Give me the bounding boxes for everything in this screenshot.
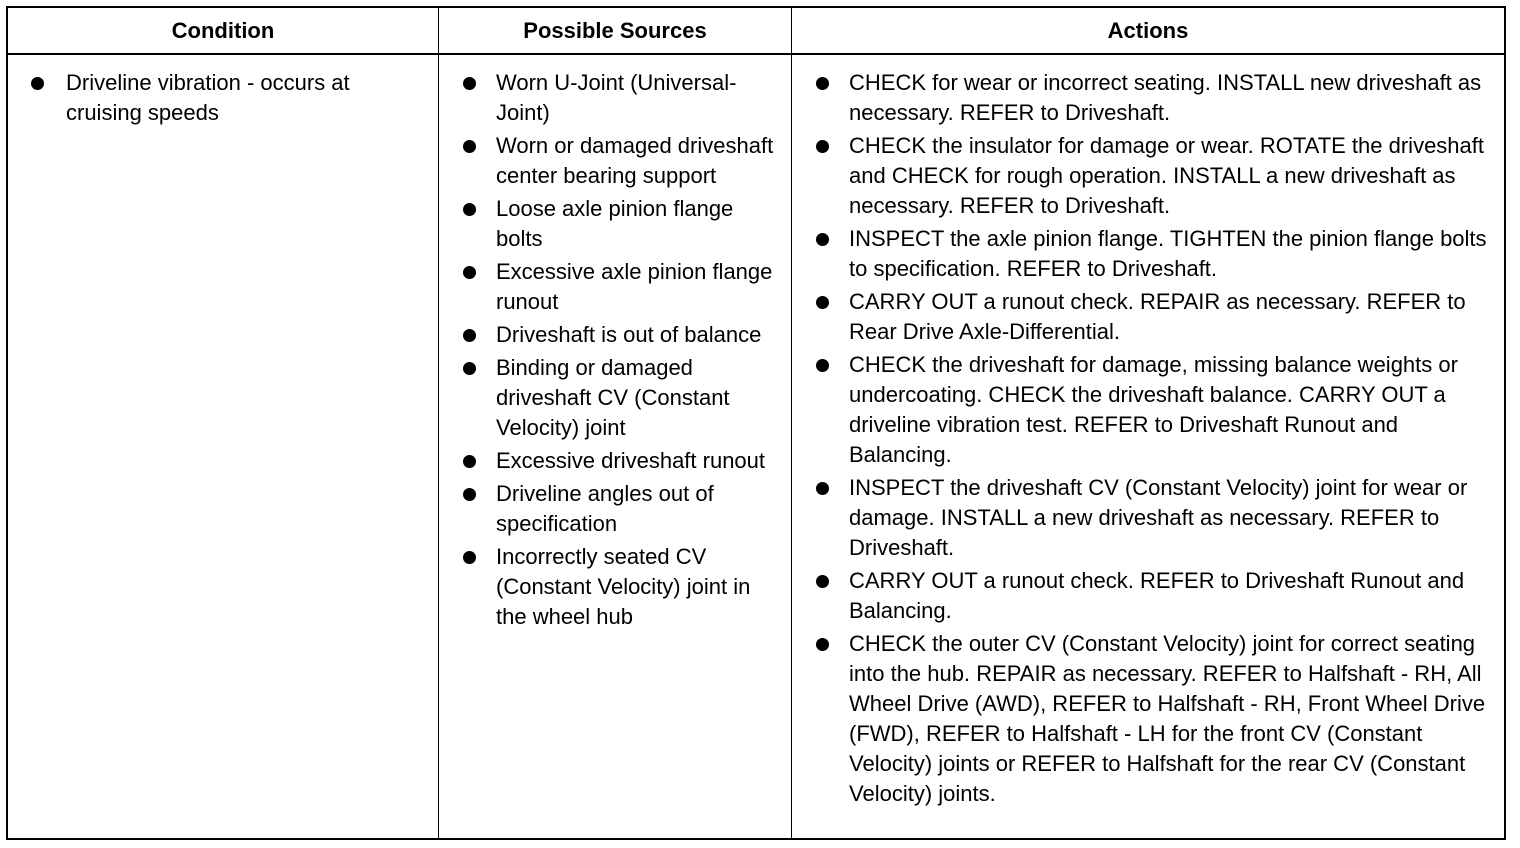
action-text: CHECK the driveshaft for damage, missing balance weights or undercoating. CHECK the driveshaft balance. CARRY OUT a driveline vibration test. REFER to Driveshaft Runout and Balancing. <box>849 352 1458 467</box>
action-item <box>849 473 1498 563</box>
actions-column <box>792 55 1504 812</box>
action-item <box>849 629 1498 809</box>
action-item <box>849 224 1498 284</box>
source-item <box>496 479 783 539</box>
source-item <box>496 257 783 317</box>
header-condition: Condition <box>171 18 275 43</box>
source-item <box>496 194 783 254</box>
action-text: CHECK the outer CV (Constant Velocity) joint for correct seating into the hub. REPAIR as necessary. REFER to Halfshaft - RH, All Wheel Drive (AWD), REFER to Halfshaft - RH, Front Wheel Drive (FWD), REFER to Halfshaft - LH for the front CV (Constant Velocity) joints or REFER to Halfshaft for the rear CV (Constant Velocity) joints. <box>849 631 1486 806</box>
bullet-icon <box>816 638 829 651</box>
bullet-icon <box>463 140 476 153</box>
source-text: Binding or damaged driveshaft CV (Constant Velocity) joint <box>496 355 730 440</box>
diagnosis-table <box>6 6 1506 840</box>
bullet-icon <box>31 77 44 90</box>
source-text: Excessive driveshaft runout <box>496 448 766 473</box>
actions-list <box>792 55 1504 809</box>
source-text: Incorrectly seated CV (Constant Velocity) joint in the wheel hub <box>496 544 751 629</box>
source-text: Driveline angles out of specification <box>496 481 714 536</box>
source-item <box>496 131 783 191</box>
bullet-icon <box>463 329 476 342</box>
action-text: CARRY OUT a runout check. REPAIR as necessary. REFER to Rear Drive Axle-Differential. <box>849 289 1466 344</box>
source-item <box>496 446 783 476</box>
bullet-icon <box>816 359 829 372</box>
bullet-icon <box>463 203 476 216</box>
sources-list <box>439 55 791 632</box>
source-text: Worn or damaged driveshaft center bearing support <box>496 133 774 188</box>
source-text: Loose axle pinion flange bolts <box>496 196 734 251</box>
action-text: CARRY OUT a runout check. REFER to Driveshaft Runout and Balancing. <box>849 568 1465 623</box>
bullet-icon <box>463 488 476 501</box>
bullet-icon <box>463 551 476 564</box>
condition-column <box>8 55 438 131</box>
action-text: INSPECT the axle pinion flange. TIGHTEN the pinion flange bolts to specification. REFER to Driveshaft. <box>849 226 1487 281</box>
action-item <box>849 350 1498 470</box>
sources-column <box>439 55 791 635</box>
bullet-icon <box>816 296 829 309</box>
condition-text: Driveline vibration - occurs at cruising speeds <box>66 70 350 125</box>
source-text: Worn U-Joint (Universal-Joint) <box>496 70 737 125</box>
source-item <box>496 68 783 128</box>
bullet-icon <box>463 455 476 468</box>
bullet-icon <box>463 77 476 90</box>
bullet-icon <box>816 140 829 153</box>
condition-list <box>8 55 438 128</box>
source-text: Excessive axle pinion flange runout <box>496 259 773 314</box>
bullet-icon <box>816 575 829 588</box>
bullet-icon <box>816 77 829 90</box>
action-text: CHECK for wear or incorrect seating. INSTALL new driveshaft as necessary. REFER to Driveshaft. <box>849 70 1482 125</box>
bullet-icon <box>463 362 476 375</box>
condition-item <box>66 68 426 128</box>
source-item <box>496 353 783 443</box>
action-item <box>849 68 1498 128</box>
source-item <box>496 320 783 350</box>
bullet-icon <box>463 266 476 279</box>
action-item <box>849 287 1498 347</box>
action-item <box>849 566 1498 626</box>
bullet-icon <box>816 233 829 246</box>
header-actions: Actions <box>1107 18 1189 43</box>
action-text: INSPECT the driveshaft CV (Constant Velocity) joint for wear or damage. INSTALL a new driveshaft as necessary. REFER to Driveshaft. <box>849 475 1468 560</box>
header-possible-sources: Possible Sources <box>523 18 707 43</box>
bullet-icon <box>816 482 829 495</box>
action-text: CHECK the insulator for damage or wear. ROTATE the driveshaft and CHECK for rough operation. INSTALL a new driveshaft as necessary. REFER to Driveshaft. <box>849 133 1485 218</box>
action-item <box>849 131 1498 221</box>
source-item <box>496 542 783 632</box>
source-text: Driveshaft is out of balance <box>496 322 762 347</box>
